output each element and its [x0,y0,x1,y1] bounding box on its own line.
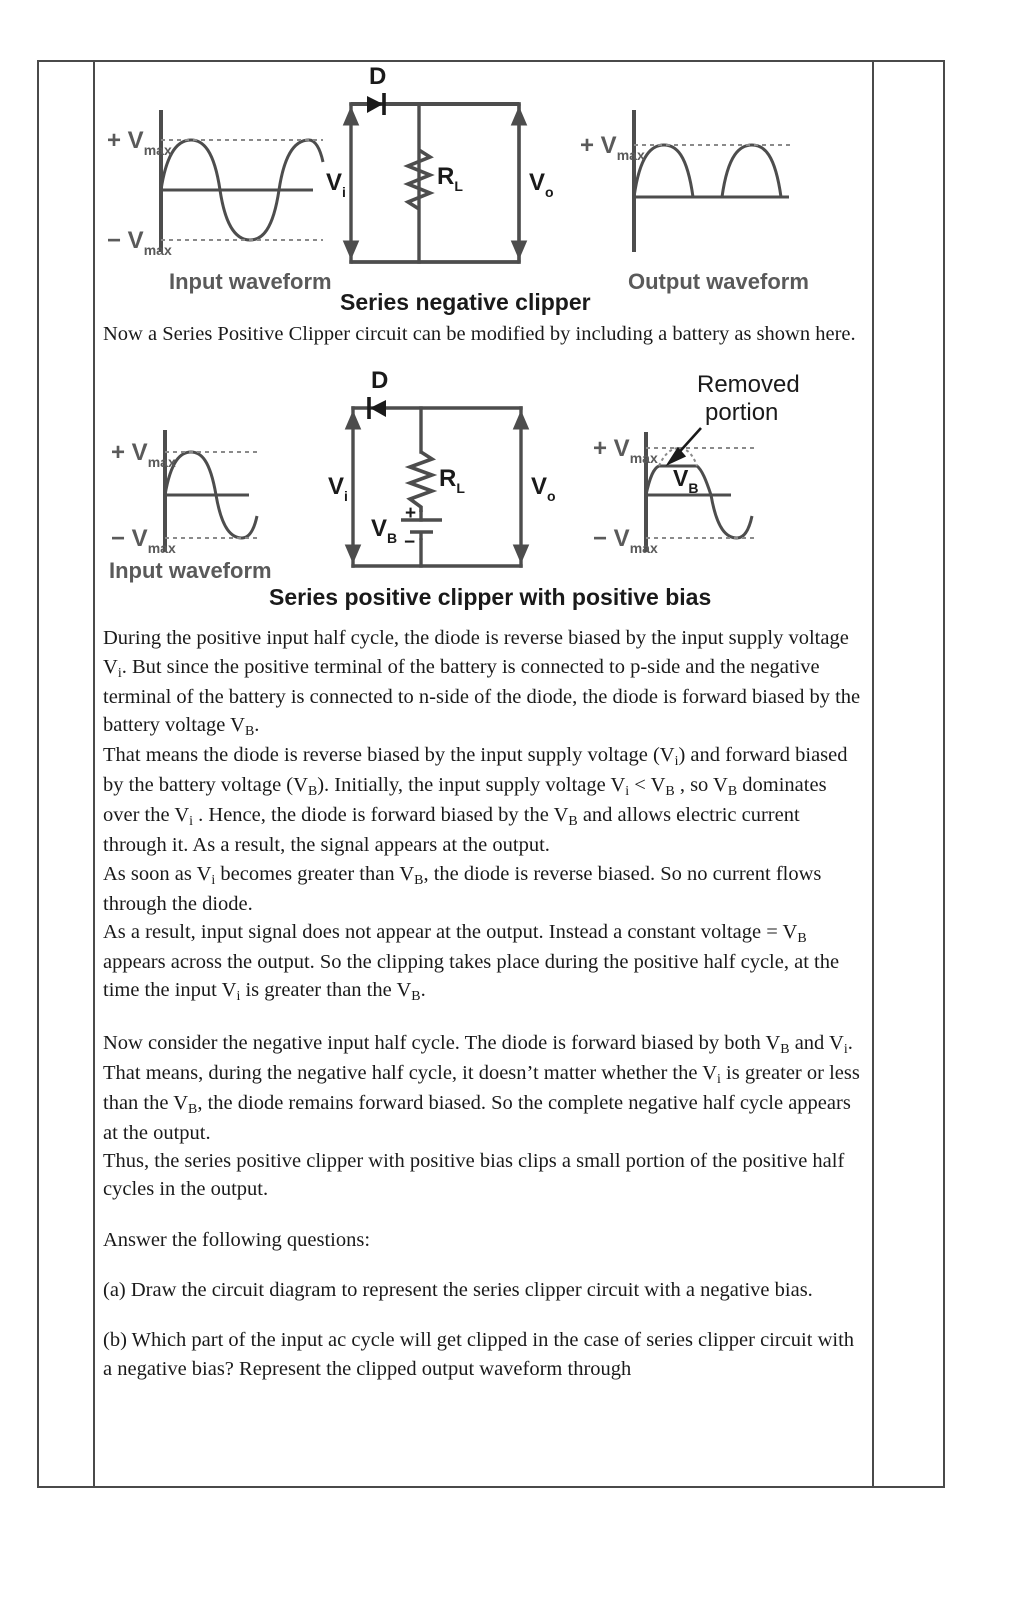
fig1-input-vmax-neg: − $V_{max}$ [107,227,172,258]
paragraph-5: Now consider the negative input half cycle. The diode is forward biased by both $V_B$ and $V_i$. That means, during the negative half cycle, it doesn’t matter whether the $V_i$ is greater or less than the $V_B$, the diode remains forward biased. So the complete negative half cycle appears at the output. [103,1031,860,1144]
fig2-output-vb-label: $V_B$ [673,465,699,497]
fig2-battery-label: $V_B$ [371,515,398,547]
paragraph-4: As a result, input signal does not appear at the output. Instead a constant voltage = $V_B$ appears across the output. So the clipping takes place during the positive half cycle, at the time the input $V_i$ is greater than the $V_B$. [103,921,840,1005]
fig2-vo-label: $V_o$ [531,473,556,505]
fig2-battery-minus: − [404,532,416,554]
fig1-output-caption: Output waveform [628,269,809,294]
paragraph-1: During the positive input half cycle, the diode is reverse biased by the input supply voltage $V_i$. But since the positive terminal of the battery is connected to p-side and the negative terminal of the battery is connected to n-side of the diode, the diode is forward biased by the battery voltage $V_B$. [103,627,861,739]
fig2-vi-label: $V_i$ [328,473,348,505]
paragraph-intro: Now a Series Positive Clipper circuit can be modified by including a battery as shown here. [103,323,856,345]
paragraph-2: That means the diode is reverse biased by the input supply voltage $(V_i)$ and forward biased by the battery voltage $(V_B)$. Initially, the input supply voltage $V_i < V_B$ , so $V_B$ dominates over the $V_i$ . Hence, the diode is forward biased by the $V_B$ and allows electric current through it. As a result, the signal appears at the output. [103,744,848,857]
fig2-input-vmax-neg: − $V_{max}$ [111,525,176,557]
fig1-vi-label: $V_i$ [326,169,346,200]
fig1-output-vmax-pos: + $V_{max}$ [580,132,645,163]
paragraph-3: As soon as $V_i$ becomes greater than $V_B$, the diode is reverse biased. So no current flows through the diode. [103,862,822,915]
question-a: (a) Draw the circuit diagram to represent the series clipper circuit with a negative bias. [103,1279,813,1302]
fig2-output-vmax-pos: + $V_{max}$ [593,435,658,467]
paragraph-answer-prompt: Answer the following questions: [103,1228,371,1251]
fig2-diode-icon [369,397,386,419]
fig2-annotation-line1: Removed [697,371,800,399]
fig2-circuit-caption: Series positive clipper with positive bias [269,584,712,611]
fig1-resistor-label: $R_L$ [437,163,463,194]
fig2-input-vmax-pos: + $V_{max}$ [111,439,176,471]
fig1-input-caption: Input waveform [169,269,332,294]
fig1-vo-label: $V_o$ [529,169,554,200]
paragraph-6: Thus, the series positive clipper with positive bias clips a small portion of the positive half cycles in the output. [103,1150,845,1201]
fig2-battery-plus: + [405,503,417,525]
figure-series-positive-clipper-positive-bias [101,370,864,615]
question-b: (b) Which part of the input ac cycle will get clipped in the case of series clipper circuit with a negative bias? Represent the clipped output waveform through [103,1329,855,1380]
fig1-circuit-caption: Series negative clipper [340,289,591,315]
fig1-diode-label: D [369,63,387,90]
fig2-output-vmax-neg: − $V_{max}$ [593,525,658,557]
page-content [95,62,872,1486]
fig2-resistor-label: $R_L$ [439,465,465,497]
fig2-input-caption: Input waveform [109,558,272,584]
fig2-annotation-arrow [669,428,701,463]
fig2-annotation-line2: portion [705,399,779,427]
fig2-diode-label: D [371,370,389,395]
fig1-input-vmax-pos: + $V_{max}$ [107,127,172,158]
figure-series-negative-clipper [101,62,864,320]
page-border [37,60,945,1488]
fig1-diode-icon [367,93,384,115]
